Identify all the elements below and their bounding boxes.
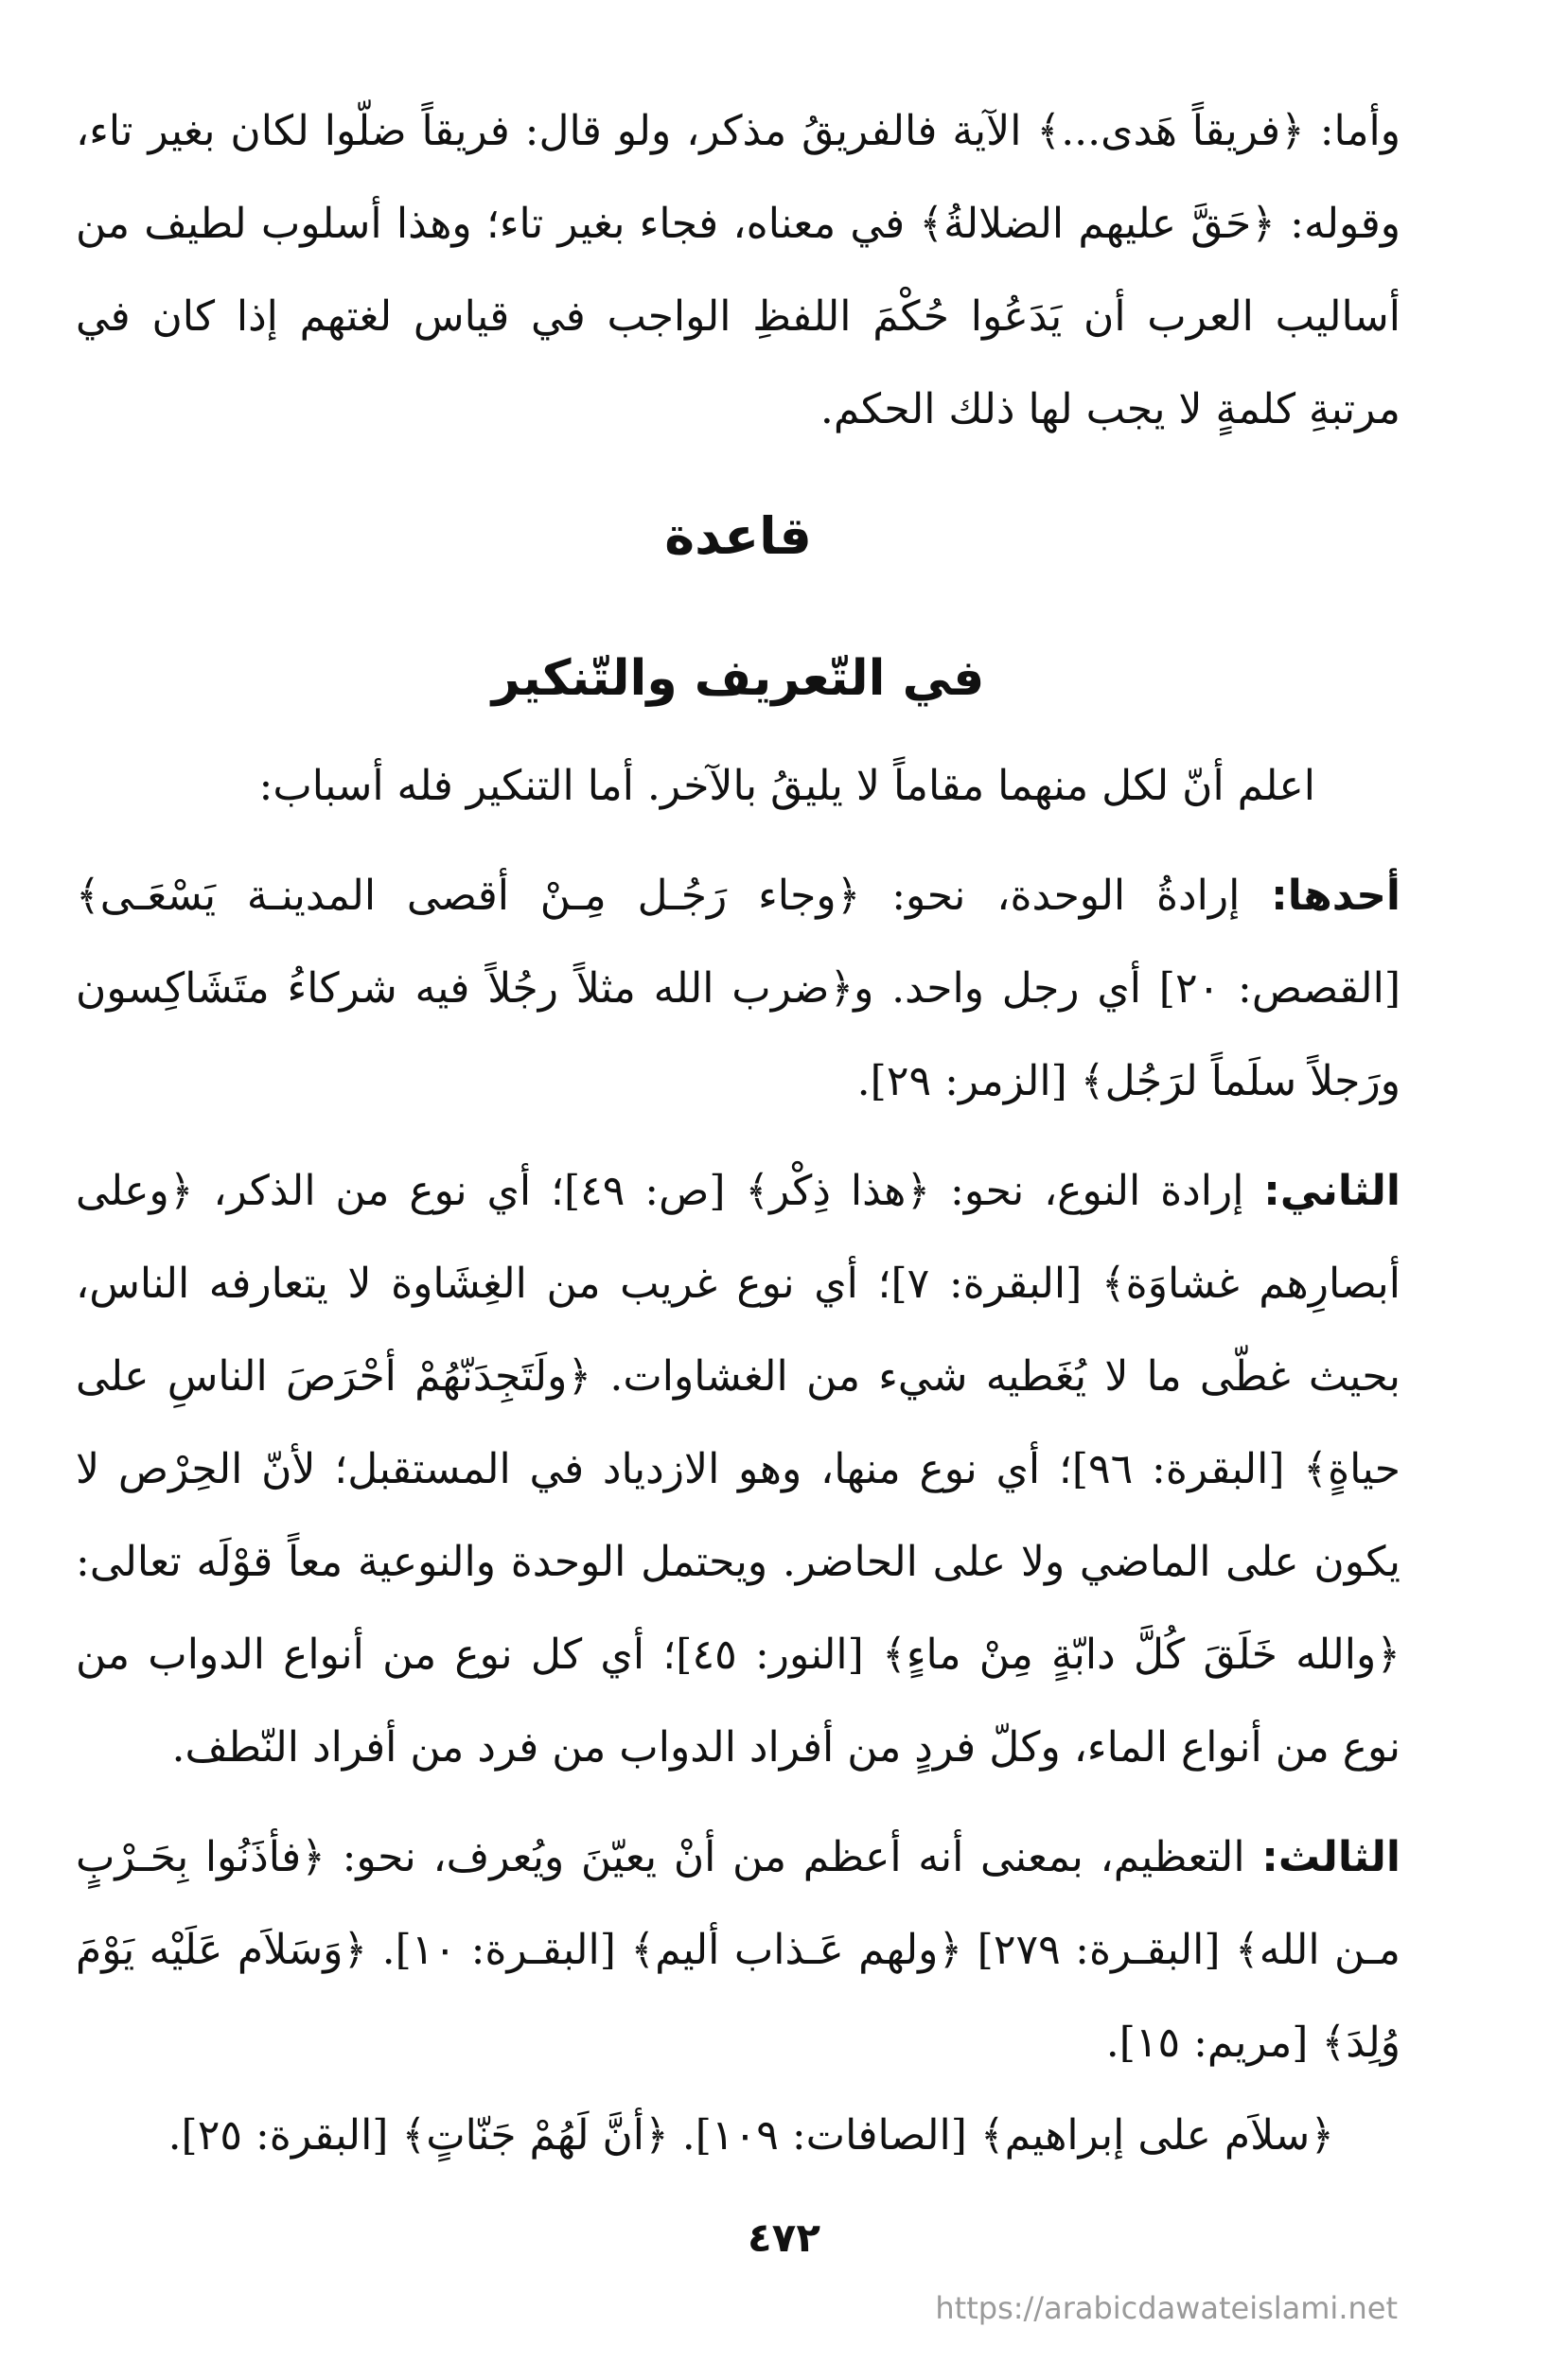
item-first <box>76 850 1401 1128</box>
page-number: ٤٧٢ <box>748 2214 820 2261</box>
page-body <box>76 85 1401 2182</box>
item-second <box>76 1145 1401 1794</box>
item-third <box>76 1811 1401 2090</box>
continuation-paragraph: ﴿سلاَم على إبراهيم﴾ [الصافات: ١٠٩]. ﴿أنَّ لَهُمْ جَنّاتٍ﴾ [البقرة: ٢٥]. <box>167 2111 1334 2160</box>
section-heading: قاعدة <box>664 506 812 566</box>
intro-paragraph: وأما: ﴿فريقاً هَدى...﴾ الآية فالفريقُ مذكر، ولو قال: فريقاً ضلّوا لكان بغير تاء، وقوله: ﴿حَقَّ عليهم الضلالةُ﴾ في معناه، فجاء بغير تاء؛ وهذا أسلوب لطيف من أساليب العرب أن يَدَعُوا حُكْمَ اللفظِ الواجب في قياس لغتهم إذا كان في مرتبةِ كلمةٍ لا يجب لها ذلك الحكم. <box>76 107 1401 433</box>
watermark-url[interactable]: https://arabicdawateislami.net <box>935 2290 1398 2326</box>
item-text: إرادة النوع، نحو: ﴿هذا ذِكْر﴾ [ص: ٤٩]؛ أي نوع من الذكر، ﴿وعلى أبصارِهم غشاوَة﴾ [البقرة: ٧]؛ أي نوع غريب من الغِشَاوة لا يتعارفه الناس، بحيث غطّى ما لا يُغَطيه شيء من الغشاوات. ﴿ولَتَجِدَنّهُمْ أحْرَصَ الناسِ على حياةٍ﴾ [البقرة: ٩٦]؛ أي نوع منها، وهو الازدياد في المستقبل؛ لأنّ الحِرْص لا يكون على الماضي ولا على الحاضر. ويحتمل الوحدة والنوعية معاً قوْلَه تعالى: ﴿والله خَلَقَ كُلَّ دابّةٍ مِنْ ماءٍ﴾ [النور: ٤٥]؛ أي كل نوع من أنواع الدواب من نوع من أنواع الماء، وكلّ فردٍ من أفراد الدواب من فرد من أفراد النّطف. <box>76 1167 1401 1772</box>
item-text: إرادةُ الوحدة، نحو: ﴿وجاء رَجُـل مِـنْ أقصى المدينـة يَسْعَـى﴾ [القصص: ٢٠] أي رجل واحد. و﴿ضرب الله مثلاً رجُلاً فيه شركاءُ متَشَاكِسون ورَجلاً سلَماً لرَجُل﴾ [الزمر: ٢٩]. <box>76 872 1401 1105</box>
item-label: أحدها: <box>1271 872 1401 920</box>
lead-paragraph: اعلم أنّ لكل منهما مقاماً لا يليقُ بالآخر. أما التنكير فله أسباب: <box>258 762 1315 810</box>
item-label: الثالث: <box>1261 1833 1401 1881</box>
item-text: التعظيم، بمعنى أنه أعظم من أنْ يعيّنَ ويُعرف، نحو: ﴿فأذَنُوا بِحَـرْبٍ مـن الله﴾ [البقـرة: ٢٧٩] ﴿ولهم عَـذاب أليم﴾ [البقـرة: ١٠]. ﴿وَسَلاَم عَلَيْه يَوْمَ وُلِدَ﴾ [مريم: ١٥]. <box>76 1833 1401 2067</box>
item-label: الثاني: <box>1263 1167 1401 1215</box>
section-subheading: في التّعريف والتّنكير <box>491 650 985 707</box>
